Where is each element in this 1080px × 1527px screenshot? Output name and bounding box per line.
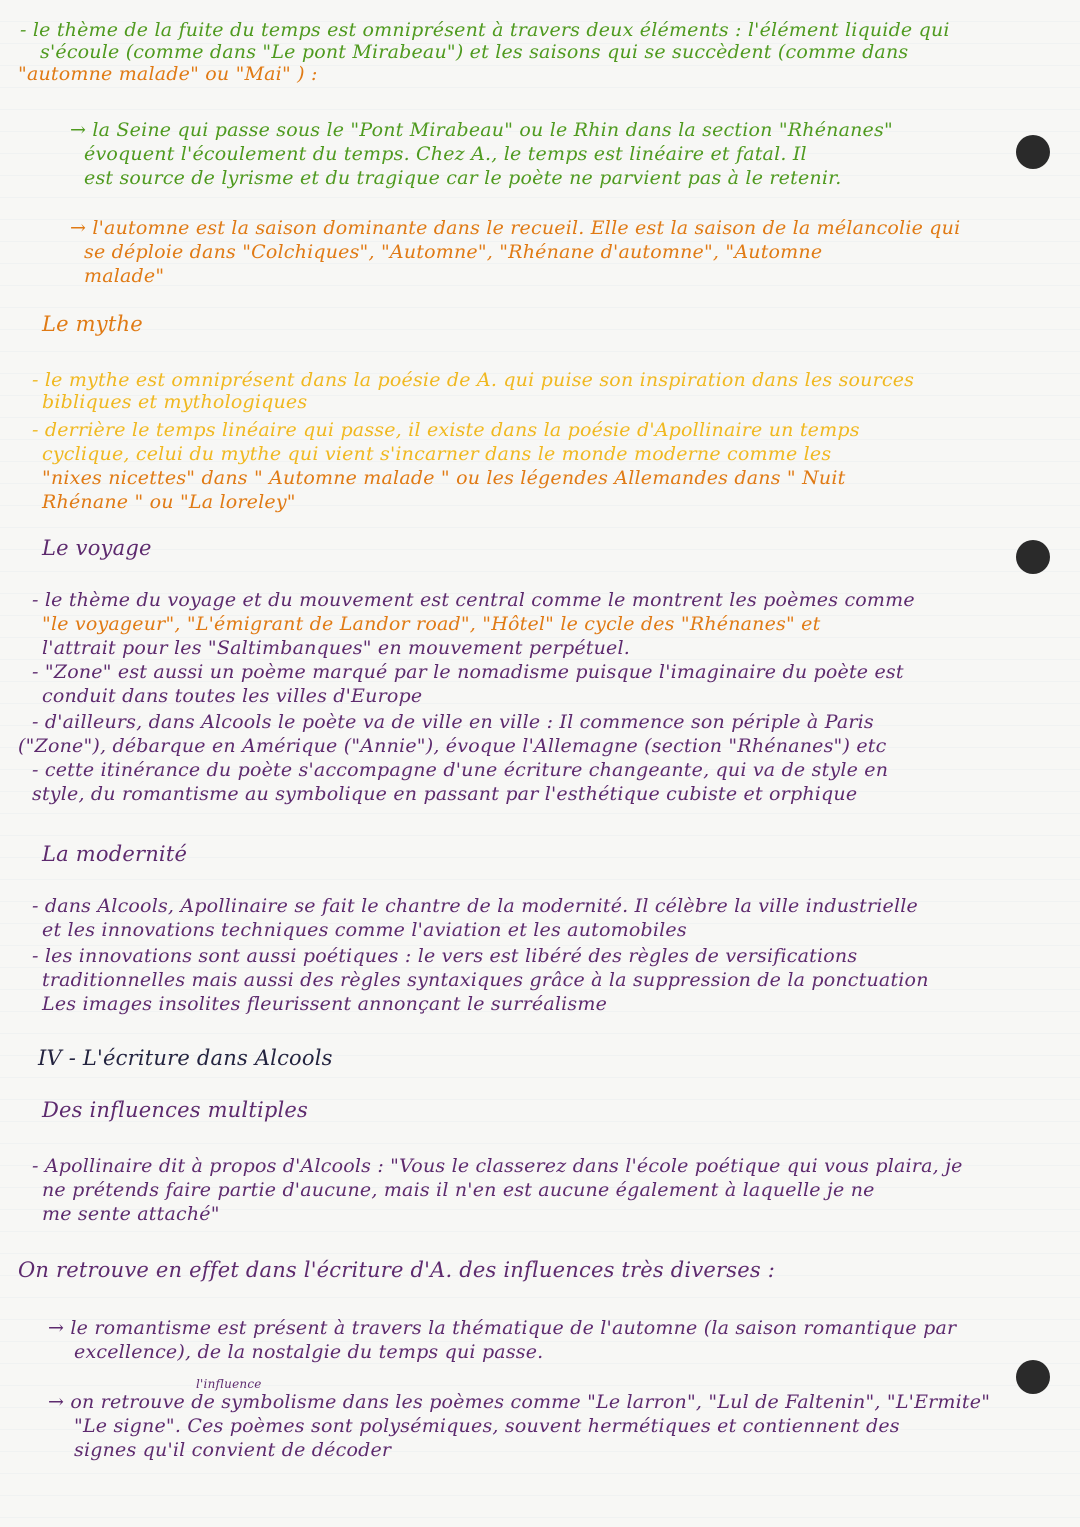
text-line: Les images insolites fleurissent annonçant le surréalisme <box>42 993 608 1015</box>
text-line: et les innovations techniques comme l'aviation et les automobiles <box>42 919 687 941</box>
text-line: On retrouve en effet dans l'écriture d'A. des influences très diverses : <box>18 1258 775 1282</box>
binder-hole <box>1016 135 1050 169</box>
text-line: - les innovations sont aussi poétiques : le vers est libéré des règles de versifications <box>32 945 858 967</box>
text-line: - le mythe est omniprésent dans la poésie de A. qui puise son inspiration dans les sources <box>32 369 915 391</box>
text-line: - Apollinaire dit à propos d'Alcools : "Vous le classerez dans l'école poétique qui vous plaira, je <box>32 1155 963 1177</box>
text-line: style, du romantisme au symbolique en passant par l'esthétique cubiste et orphique <box>32 783 858 805</box>
text-line: → l'automne est la saison dominante dans le recueil. Elle est la saison de la mélancolie qui <box>70 217 961 239</box>
section-heading: Des influences multiples <box>42 1098 309 1122</box>
text-line: - "Zone" est aussi un poème marqué par le nomadisme puisque l'imaginaire du poète est <box>32 661 904 683</box>
text-line: - le thème de la fuite du temps est omniprésent à travers deux éléments : l'élément liquide qui <box>20 19 950 41</box>
text-line: s'écoule (comme dans "Le pont Mirabeau") et les saisons qui se succèdent (comme dans <box>40 41 909 63</box>
text-line: - dans Alcools, Apollinaire se fait le chantre de la modernité. Il célèbre la ville industrielle <box>32 895 918 917</box>
text-line: → on retrouve de symbolisme dans les poèmes comme "Le larron", "Lul de Faltenin", "L'Ermite" <box>48 1391 991 1413</box>
text-line: me sente attaché" <box>42 1203 220 1225</box>
text-line: "automne malade" ou "Mai" ) : <box>18 63 318 85</box>
text-line: conduit dans toutes les villes d'Europe <box>42 685 423 707</box>
text-line: ("Zone"), débarque en Amérique ("Annie"), évoque l'Allemagne (section "Rhénanes") etc <box>18 735 887 757</box>
section-heading: Le voyage <box>42 536 152 560</box>
text-line: → la Seine qui passe sous le "Pont Mirabeau" ou le Rhin dans la section "Rhénanes" <box>70 119 893 141</box>
text-line: "Le signe". Ces poèmes sont polysémiques, souvent hermétiques et contiennent des <box>74 1415 900 1437</box>
text-line: se déploie dans "Colchiques", "Automne", "Rhénane d'automne", "Automne <box>84 241 823 263</box>
text-line: évoquent l'écoulement du temps. Chez A., le temps est linéaire et fatal. Il <box>84 143 807 165</box>
text-line: cyclique, celui du mythe qui vient s'incarner dans le monde moderne comme les <box>42 443 832 465</box>
text-line: ne prétends faire partie d'aucune, mais il n'en est aucune également à laquelle je ne <box>42 1179 875 1201</box>
annotation: l'influence <box>196 1377 262 1391</box>
binder-hole <box>1016 1360 1050 1394</box>
section-heading: Le mythe <box>42 312 143 336</box>
text-line: - d'ailleurs, dans Alcools le poète va de ville en ville : Il commence son périple à Paris <box>32 711 874 733</box>
text-line: → le romantisme est présent à travers la thématique de l'automne (la saison romantique par <box>48 1317 957 1339</box>
text-line: - le thème du voyage et du mouvement est central comme le montrent les poèmes comme <box>32 589 915 611</box>
text-line: - cette itinérance du poète s'accompagne d'une écriture changeante, qui va de style en <box>32 759 889 781</box>
text-line: "le voyageur", "L'émigrant de Landor road", "Hôtel" le cycle des "Rhénanes" et <box>42 613 821 635</box>
text-line: malade" <box>84 265 165 287</box>
chapter-heading: IV - L'écriture dans Alcools <box>38 1046 333 1070</box>
section-heading: La modernité <box>42 842 188 866</box>
text-line: signes qu'il convient de décoder <box>74 1439 392 1461</box>
text-line: Rhénane " ou "La loreley" <box>42 491 296 513</box>
text-line: est source de lyrisme et du tragique car le poète ne parvient pas à le retenir. <box>84 167 842 189</box>
text-line: "nixes nicettes" dans " Automne malade " ou les légendes Allemandes dans " Nuit <box>42 467 846 489</box>
binder-hole <box>1016 540 1050 574</box>
text-line: l'attrait pour les "Saltimbanques" en mouvement perpétuel. <box>42 637 631 659</box>
text-line: bibliques et mythologiques <box>42 391 308 413</box>
text-line: traditionnelles mais aussi des règles syntaxiques grâce à la suppression de la ponctuation <box>42 969 929 991</box>
text-line: - derrière le temps linéaire qui passe, il existe dans la poésie d'Apollinaire un temps <box>32 419 860 441</box>
text-line: excellence), de la nostalgie du temps qui passe. <box>74 1341 544 1363</box>
